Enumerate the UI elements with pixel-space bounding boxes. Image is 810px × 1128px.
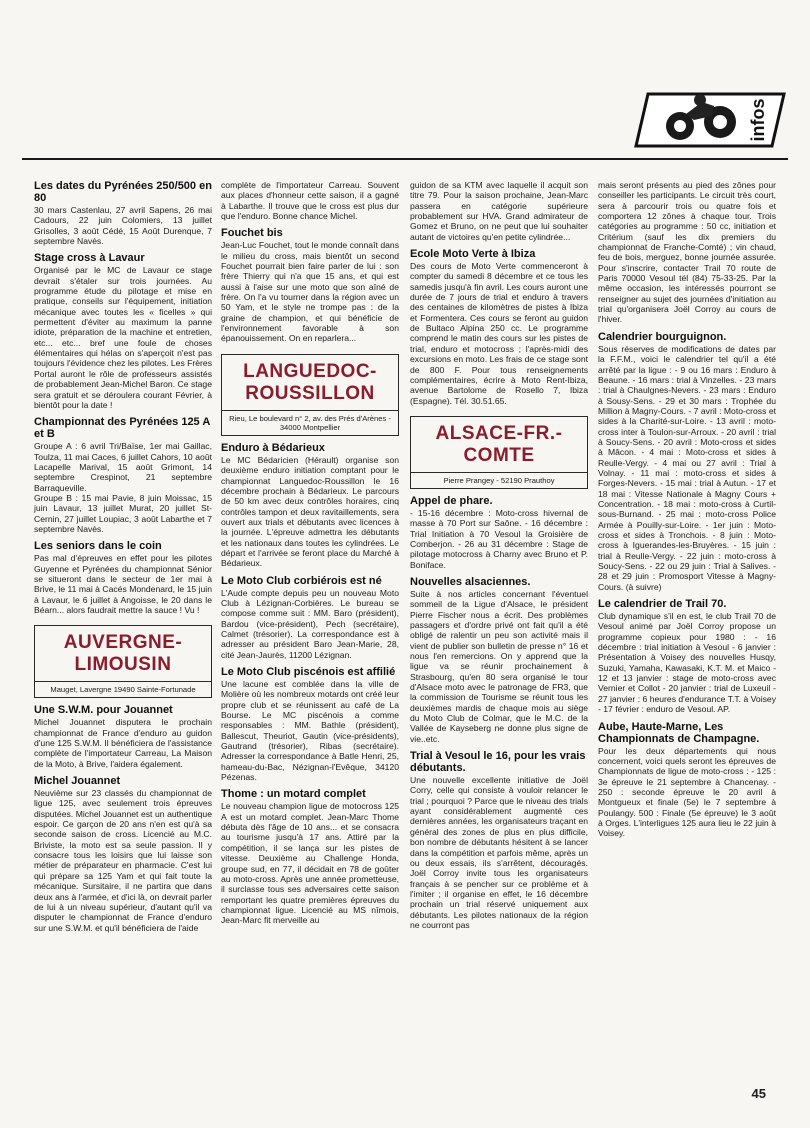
article-text: mais seront présents au pied des zônes pour conseiller les participants. Le circuit très court, sera à parcourir trois ou quatre fois et comportera 12 zônes à chaque tour. Trois catégories au programme : 50 cc, initiation et Critérium (sauf les dix premiers du championnat de Franche-Comté) ; vin chaud, feu de bois, merguez, bonne journée assurée. Pour s'inscrire, contacter Trail 70 route de Paris 70000 Vesoul tél (84) 75-33-25. Par la même occasion, les intéressés pourront se renseigner au sujet des journées d'initiation au trial qu'organisera Joël Corroy au cours de l'hiver. [598, 180, 776, 325]
article-text: Suite à nos articles concernant l'éventuel sommeil de la Ligue d'Alsace, le président Pierre Fischer nous a écrit. Des problèmes passagers et d'ordre privé ont fait qu'il a été obligé de ralentir un peu son activité mais il vient de publier son bulletin de presse n° 16 et nous l'en remercions. On y apprend que la ligue va se réunir prochainement à Strasbourg, qu'en 80 sera organisé le tour d'Alsace moto avec le patronage de FR3, que la commission de Tourisme se réunit tous les deuxièmes mardis de chaque mois au siège du Moto Club de Colmar, que le M.C. de la Vallée de Kayseberg ne donne plus signe de vie..etc. [410, 588, 588, 744]
article-heading: Stage cross à Lavaur [34, 252, 145, 265]
article-text: Organisé par le MC de Lavaur ce stage devrait s'étaler sur trois journées. Au programme étude du pilotage et mise en pratique, conseils sur l'équipement, initiation mécanique avec toutes les « ficelles » qui permettent d'éviter au maximum la panne idiote, préparation de la machine et entretien, etc... etc... bref une foule de choses élémentaires qui hélas on s'aperçoit n'est pas toujours l'évidence chez les pilotes. Les Frères Portal auront le rôle de professeurs assistés de probablement Jean-Michel Baron. Ce stage sera gratuit et se déroulera courant Février, à bientôt pour la date ! [34, 265, 212, 410]
region-name: ALSACE-FR.-COMTE [411, 417, 587, 473]
region-box [410, 416, 588, 489]
article-text: Des cours de Moto Verte commenceront à compter du samedi 8 décembre et ce tous les samedis jusqu'à fin avril. Les cours auront une durée de 7 jours de trial et enduro à travers des centaines de kilomètres de pistes à Ibiza et Formentera. Ces cours se feront au guidon de Bultaco Alpina 250 cc. Le programme comprend le matin des cours sur les pistes de trial, enduro et motocross ; l'après-midi des excursions en moto. Les frais de ce stage sont de 800 F. Pour tous renseignements complémentaires, écrire à Moto Rent-Ibiza, avenue Bartolome de Rosello 7, Ibiza (Espagne). Tél. 30.51.65. [410, 261, 588, 406]
article-text: L'Aude compte depuis peu un nouveau Moto Club à Lézignan-Corbières. Le bureau se compose comme suit : MM. Baro (président), Bardou (vice-président), Pech (secrétaire), Calmet (trésorier). La correspondance est à adresser au président Baro Jean-Marie, 28, cité Jean-Jaurès, 11200 Lézignan. [221, 587, 399, 660]
article-text: Jean-Luc Fouchet, tout le monde connaît dans le milieu du cross, mais bientôt un second Fouchet pourrait bien faire parler de lui : son frère Thierry qui n'a que 15 ans, et qui est aussi à l'aise sur une moto que son aîné de frère. On l'a vu tourner dans la région avec un 50 Yam, et le style ne trompe pas : de la graine de champion, et qui bénéficie de l'environnement favorable à son épanouissement. On en reparlera... [221, 240, 399, 344]
region-address: Rieu, Le boulevard n° 2, av. des Prés d'Arènes - 34000 Montpellier [229, 413, 391, 432]
article-text: complète de l'importateur Carreau. Souvent aux places d'honneur cette saison, il a gagné à Labarthe. Il trouve que le cross est plus dur que l'enduro. Bonne chance Michel. [221, 180, 399, 222]
article-text: Neuvième sur 23 classés du championnat de ligue 125, avec seulement trois épreuves disputées. Michel Jouannet est un authentique espoir. Ce garçon de 20 ans n'en est qu'à sa seconde saison de cross. Licencié au M.C. Briviste, la moto est sa seule passion. Il y consacre tous les loisirs que lui laisse son métier de préparateur en pharmacie. C'est lui qui prépare sa 125 Yam et qui fait toute la mécanique. Sursitaire, il ne partira que dans deux ans à l'armée, et d'ici là, on devrait parler de lui à un niveau supérieur, d'autant qu'il va disputer le championnat de France d'enduro sur une S.W.M. et qu'il bénéficiera de l'aide [34, 788, 212, 933]
article-heading: Ecole Moto Verte à Ibiza [410, 248, 536, 261]
article-heading: Thome : un motard complet [221, 788, 366, 801]
region-address: Mauget, Lavergne 19490 Sainte-Fortunade [50, 685, 196, 695]
article-heading: Trial à Vesoul le 16, pour les vrais débutants. [410, 750, 586, 775]
region-address: Pierre Prangey - 52190 Prauthoy [443, 475, 555, 485]
header-rule [22, 158, 788, 160]
article-text: Le nouveau champion ligue de motocross 125 A est un motard complet. Jean-Marc Thome débuta dès l'âge de 10 ans... et se consacra au tourisme jusqu'à 17 ans. Attiré par la compétition, il se lança sur les pistes de vitesse. Deuxième au Challenge Honda, groupe sud, en 77, il décidait en 78 de goûter au moto-cross. Après une année prometteuse, il surclasse tous ses adversaires cette saison remportant les quatre premières épreuves du championnat ligue. Licencié au MS nîmois, Jean-Marc fit merveille au [221, 801, 399, 926]
article-heading: Le Moto Club corbiérois est né [221, 574, 382, 587]
article-text: 30 mars Castenlau, 27 avril Sapens, 26 mai Cadours, 22 juin Colomiers, 13 juillet Grisolles, 3 août Cédé, 15 Août Durenque, 7 septembre Navès. [34, 205, 212, 247]
article-text: Pas mal d'épreuves en effet pour les pilotes Guyenne et Pyrénées du championnat Sénior se situeront dans le secteur de 1er mai à Brive, le 11 mai à Cacés Mondenard, le 15 juin à Lavaur, le 6 juillet à Angoisse, le 20 dans le Béarn... alors faudrait mettre la sauce ! Vu ! [34, 553, 212, 615]
article-heading: Une S.W.M. pour Jouannet [34, 704, 173, 717]
article-heading: Championnat des Pyrénées 125 A et B [34, 416, 210, 441]
article-text: Pour les deux départements qui nous concernent, voici quels seront les épreuves de Championnats de ligue de moto-cross : - 125 : 3e épreuve le 21 septembre à Chancenay. - 250 : seconde épreuve le 20 avril à Montgueux et finale (5e) le 7 septembre à Poulangy. 500 : Finale (5e épreuve) le 3 août à Orges. L'interligues 125 aura lieu le 22 juin à Voisey. [598, 745, 776, 839]
region-name: AUVERGNE-LIMOUSIN [35, 626, 211, 682]
article-text: - 15-16 décembre : Moto-cross hivernal de masse à 70 Port sur Saône. - 16 décembre : Trial Initiation à 70 Vesoul la Groisière de Comberjon. - 26 au 31 décembre : Stage de pilotage motocross à Charny avec Bruno et P. Boniface. [410, 507, 588, 570]
infos-logo [628, 88, 788, 152]
article-text: Une lacune est comblée dans la ville de Molière où les nombreux motards ont créé leur propre club et se réunissent au café de La Bourse. Le MC piscénois a comme responsables : MM. Bathle (président), Ballescut, Theuriot, Gautin (vice-présidents), Gautrand (trésorier), Ribas (secrétaire). Adresser la correspondance à Batle Henri, 25, hameau-du-Bac, Nézignan-l'Evêque, 34120 Pézenas. [221, 679, 399, 783]
article-heading: Fouchet bis [221, 227, 283, 240]
column-2 [221, 180, 399, 926]
region-box [34, 625, 212, 698]
article-heading: Nouvelles alsaciennes. [410, 575, 531, 588]
page-number: 45 [751, 1086, 766, 1101]
region-name: LANGUEDOC-ROUSSILLON [222, 355, 398, 411]
article-text: Une nouvelle excellente initiative de Joël Corry, celle qui consiste à vouloir relancer le trial ; pourquoi ? Parce que le niveau des trials ayant considérablement augmenté ces dernières années, les organisateurs traçant en général des zones de plus en plus difficile, bon nombre de débutants hésitent à se lancer dans la compétition et parfois même, après un ou deux essais, ils s'arrêtent, découragés. Joël Corroy invite tous les organisateurs français à se pencher sur ce problème et à l'imiter ; il organise en effet, le 16 décembre prochain un trial réservé uniquement aux débutants. Les pilotes nationaux de la région ne courront pas [410, 775, 588, 930]
article-text: guidon de sa KTM avec laquelle il acquit son titre 79. Pour la saison prochaine, Jean-Marc passera en catégorie supérieure probablement sur HVA. Grand admirateur de Gomez et Bruno, on ne peut que lui souhaiter autant de victoires qu'en petite cylindrée... [410, 180, 588, 242]
article-heading: Michel Jouannet [34, 775, 121, 788]
article-text: Groupe A : 6 avril Tri/Baïse, 1er mai Gaillac, Toulza, 11 mai Caces, 6 juillet Cahors, 10 août Lacapelle Marival, 15 août Grimont, 14 septembre Crespinot, 21 septembre Barraqueville. [34, 441, 212, 493]
column-3 [410, 180, 588, 930]
article-text: Le MC Bédaricien (Hérault) organise son deuxième enduro initiation comptant pour le championnat Languedoc-Roussillon le 16 décembre prochain à Bédarieux. Le parcours de 50 km avec deux contrôles horaires, cinq contrôles tampon et deux ravitaillements, sera ouvert aux trials et débutants avec licences à la journée. L'épreuve admettra les débutants et les nationaux dans toutes les cylindrées. Le départ et l'arrivée se feront place du Marché à Bédarieux. [221, 454, 399, 569]
article-heading: Les dates du Pyrénées 250/500 en 80 [34, 180, 212, 204]
article-heading: Appel de phare. [410, 494, 493, 507]
article-text: Club dynamique s'il en est, le club Trail 70 de Vesoul animé par Joël Corroy propose un programme copieux pour 1980 : - 16 décembre : trial initiation à Vesoul - 6 janvier : Présentation à Voisey des nouvelles Husqy, Suzuki, Yamaha, Kawasaki, K.T. M. et Maico - 12 et 13 janvier : stage de moto-cross avec Vernier et Collot - 20 janvier : trial de Luxeuil - 27 janvier : 6 heures d'endurance T.T. à Voisey - 17 février : enduro de Vesoul. AP. [598, 611, 776, 715]
article-heading: Le calendrier de Trail 70. [598, 598, 727, 611]
article-heading: Le Moto Club piscénois est affilié [221, 666, 396, 678]
article-heading: Les seniors dans le coin [34, 540, 162, 553]
logo-text: infos [748, 98, 768, 142]
article-text: Michel Jouannet disputera le prochain championnat de France d'enduro au guidon d'une 125 S.W.M. Il bénéficiera de l'assistance complète de l'importateur Carreau, La Maison de la Moto, à Brive, l'aidera également. [34, 717, 212, 769]
article-heading: Calendrier bourguignon. [598, 330, 727, 343]
article-text: Groupe B : 15 mai Pavie, 8 juin Moissac, 15 juin Lavaur, 13 juillet Murat, 20 juillet St-Cernin, 27 juillet Loupiac, 3 août Labarthe et 7 septembre Navès. [34, 492, 212, 534]
region-box [221, 354, 399, 436]
article-heading: Enduro à Bédarieux [221, 441, 325, 454]
article-heading: Aube, Haute-Marne, Les Championnats de Champagne. [598, 720, 760, 745]
column-4 [598, 180, 776, 839]
column-1 [34, 180, 212, 933]
article-text: Sous réserves de modifications de dates par la F.F.M., voici le calendrier tel qu'il a été arrêté par la ligue : - 9 ou 16 mars : Enduro à Beaune. - 16 mars : trial à Vinzelles. - 23 mars : trial à Chaulgnes-Nevers. - 23 mars : Enduro à Sousy-Sens. - 29 et 30 mars : Trophée du Million à Magny-Cours. - 7 avril : Moto-cross et sides à la Charité-sur-Loire. - 13 avril : moto-cross inter à Toulon-sur-Arroux. - 20 avril : trial à Soucy-Sens. - 20 avril : Moto-cross et sides à Mâcon. - 4 mai : Moto-cross et sides à Reulle-Vergy. - 4 mai ou 27 avril : Trial à Volnay. - 11 mai : moto-cross et sides à Forges-Nevers. - 15 mai : trial à Autun. - 17 et 18 mai : Vitesse Nationale à Magny Cours + Concentration. - 18 mai : moto-cross à Curtil-sous-Burnand. - 25 mai : moto-cross Police Armée à Pouilly-sur-Loire. - 1er juin : Moto-cross et sides à Tronchois. - 8 juin : Moto-cross à Iguerandes-les-Bruyères. - 15 juin : trial à Reulle-Vergy. - 22 juin : moto-cross à Soucy-Sens. - 22 ou 29 juin : Trial à Salives. - 28 et 29 juin : Promosport Vitesse à Magny-Cours. (à suivre) [598, 343, 776, 592]
